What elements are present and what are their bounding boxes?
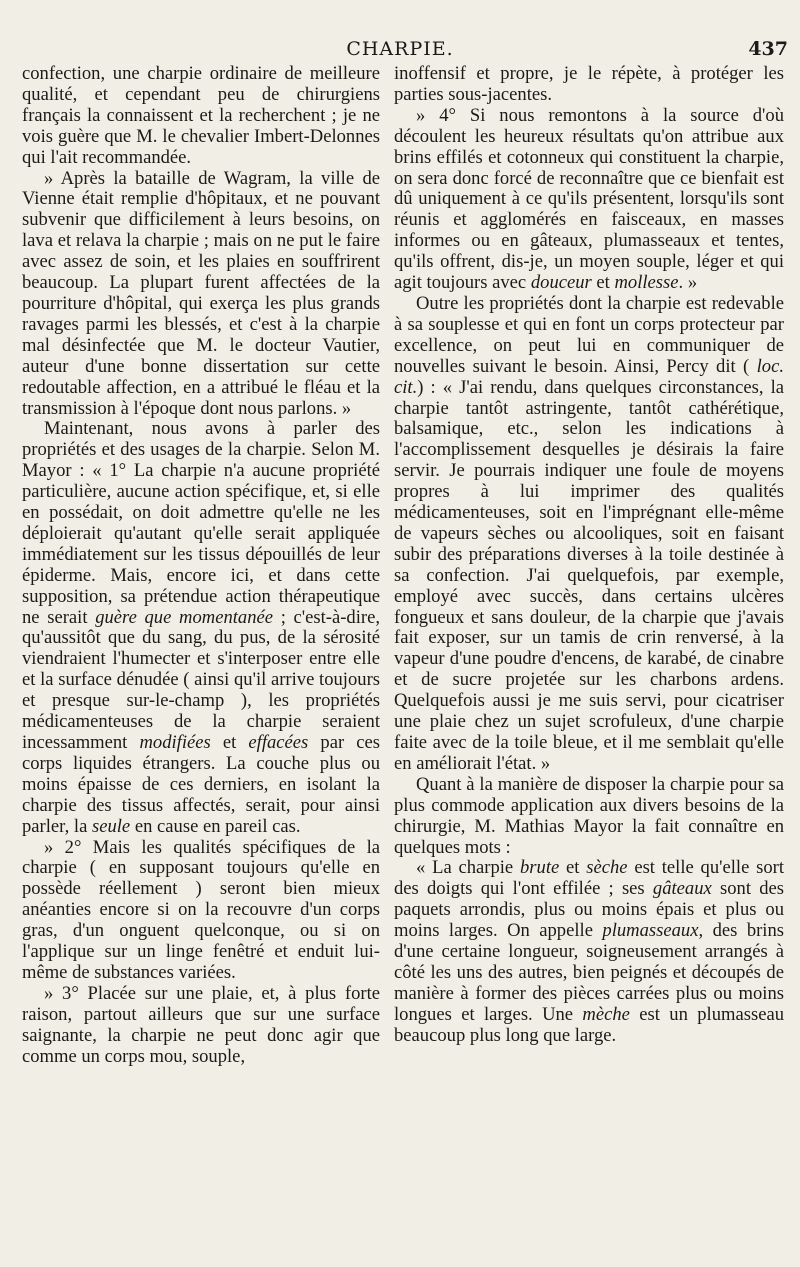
paragraph (22, 169, 380, 420)
left-column (22, 64, 380, 1068)
text-run: . » (678, 272, 698, 294)
text-run: confection, une charpie ordinaire de meilleure qualité, et cependant peu de chirurgiens français la connaissent et la recherchent ; je ne vois guère que M. le chevalier Imbert-Delonnes qui l'ait recommandée. (22, 63, 380, 168)
text-run: et (210, 732, 249, 753)
text-run: » 3° Placée sur une plaie, et, à plus forte raison, partout ailleurs que sur une surface saignante, la charpie ne peut donc agir que comme un corps mou, souple, (22, 982, 380, 1067)
running-title: CHARPIE. (346, 38, 454, 60)
italic-run: modifiées (139, 732, 211, 753)
text-run: et (559, 857, 587, 879)
text-run: est un plumasseau beaucoup plus long que large. (394, 1003, 784, 1046)
paragraph (22, 984, 380, 1068)
paragraph (394, 64, 784, 106)
page-header (0, 38, 800, 64)
text-run: , des brins d'une certaine longueur, soigneusement arrangés à côté les uns des autres, bien peignés et découpés de manière à former des pièces carrées plus ou moins longues et larges. Une (394, 920, 785, 1025)
text-run: sont des paquets arrondis, plus ou moins épais et plus ou moins larges. On appelle (394, 878, 784, 942)
text-run: » 2° Mais les qualités spécifiques de la charpie ( en supposant toujours qu'elle en possède réellement ) seront bien mieux anéanties encore si on la recouvre d'un corps gras, d'un onguent quelconque, ou si on l'applique sur un linge fenêtré et enduit lui-même de substances variées. (22, 836, 380, 983)
italic-run: plumasseaux (602, 920, 699, 942)
paragraph (394, 858, 784, 1046)
italic-run: mèche (582, 1003, 630, 1025)
right-column (394, 64, 784, 1047)
italic-run: gâteaux (652, 878, 712, 900)
italic-run: effacées (248, 732, 309, 753)
paragraph (394, 775, 784, 859)
paragraph (22, 419, 380, 837)
text-run: et (591, 272, 615, 294)
paragraph (394, 106, 784, 294)
italic-run: mollesse (614, 272, 679, 294)
italic-run: brute (519, 857, 560, 879)
paragraph (22, 64, 380, 169)
paragraph (394, 294, 784, 775)
text-run: » 4° Si nous remontons à la source d'où découlent les heureux résultats qu'on attribue aux brins effilés et cotonneux qui constituent la charpie, on sera donc forcé de reconnaître que ce bienfait est dû uniquement à ce qu'ils présentent, lorsqu'ils sont réunis et agglomérés en faisceaux, en masses informes ou en gâteaux, plumasseaux et tentes, qu'ils offrent, dis-je, un moyen souple, léger et qui agit toujours avec (394, 104, 784, 294)
italic-run: douceur (530, 272, 592, 294)
italic-run: seule (91, 815, 131, 837)
text-run: Quant à la manière de disposer la charpie pour sa plus commode application aux divers besoins de la chirurgie, M. Mathias Mayor la fait connaître en quelques mots : (394, 773, 784, 858)
italic-run: sèche (586, 857, 628, 879)
text-run: inoffensif et propre, je le répète, à protéger les parties sous-jacentes. (394, 63, 784, 105)
text-run: par ces corps liquides étrangers. La couche plus ou moins épaisse de ces derniers, en isolant la charpie des tissus affectés, serait, pour ainsi parler, la (22, 732, 381, 837)
text-run: Maintenant, nous avons à parler des propriétés et des usages de la charpie. Selon M. Mayor : « 1° La charpie n'a aucune propriété particulière, aucune action spécifique, et, si elle en possédait, on doit admettre qu'elle ne les déploierait qu'autant qu'elle serait appliquée immédiatement sur les tissus dépouillés de leur épiderme. Mais, encore ici, et dans cette supposition, sa prétendue action thérapeutique ne serait (22, 418, 380, 628)
italic-run: loc. cit. (394, 355, 784, 398)
text-run: est telle qu'elle sort des doigts qui l'ont effilée ; ses (394, 857, 784, 900)
page-number: 437 (748, 38, 788, 60)
text-run: ) : « J'ai rendu, dans quelques circonstances, la charpie tantôt astringente, tantôt cathérétique, balsamique, etc., selon les indications à l'accomplissement desquelles je désirais la faire servir. Je pourrais indiquer une foule de moyens propres à lui imprimer des qualités médicamenteuses, soit en l'imprégnant elle-même de vapeurs sèches ou alcooliques, soit en faisant subir des préparations diverses à la toile destinée à sa confection. J'ai quelquefois, par exemple, employé avec succès, dans certains ulcères fongueux et sans douleur, de la charpie que j'avais fait exposer, sur un tamis de crin renversé, à la vapeur d'une poudre d'encens, de karabé, de cinabre et de sucre projetée sur les charbons ardens. Quelquefois aussi je me suis servi, pour cicatriser une plaie chez un sujet scrofuleux, d'une charpie faite avec de la toile bleue, et il me semblait qu'elle en améliorait l'état. » (394, 376, 784, 774)
text-run: Outre les propriétés dont la charpie est redevable à sa souplesse et qui en font un corps protecteur par excellence, on peut lui en communiquer de nouvelles suivant le besoin. Ainsi, Percy dit ( (394, 292, 784, 377)
text-run: ; c'est-à-dire, qu'aussitôt que du sang, du pus, de la sérosité viendraient l'humecter et s'interposer entre elle et la surface dénudée ( ainsi qu'il arrive toujours et presque sur-le-champ ), les propriétés médicamenteuses de la charpie seraient incessamment (22, 606, 380, 753)
text-run: en cause en pareil cas. (130, 815, 301, 837)
paragraph (22, 838, 380, 984)
text-run: « La charpie (416, 857, 520, 879)
text-run: » Après la bataille de Wagram, la ville de Vienne était remplie d'hôpitaux, et ne pouvant subvenir que difficilement à leurs besoins, on lava et relava la charpie ; mais on ne put le faire avec assez de soin, et les plaies en souffrirent beaucoup. La plupart furent affectées de la pourriture d'hôpital, qui exerça les plus grands ravages parmi les blessés, et c'est à la charpie mal désinfectée que M. le docteur Vautier, auteur d'une bonne dissertation sur cette redoutable affection, en a attribué le fléau et la transmission à l'époque dont nous parlons. » (22, 167, 380, 419)
italic-run: guère que momentanée (95, 606, 274, 628)
